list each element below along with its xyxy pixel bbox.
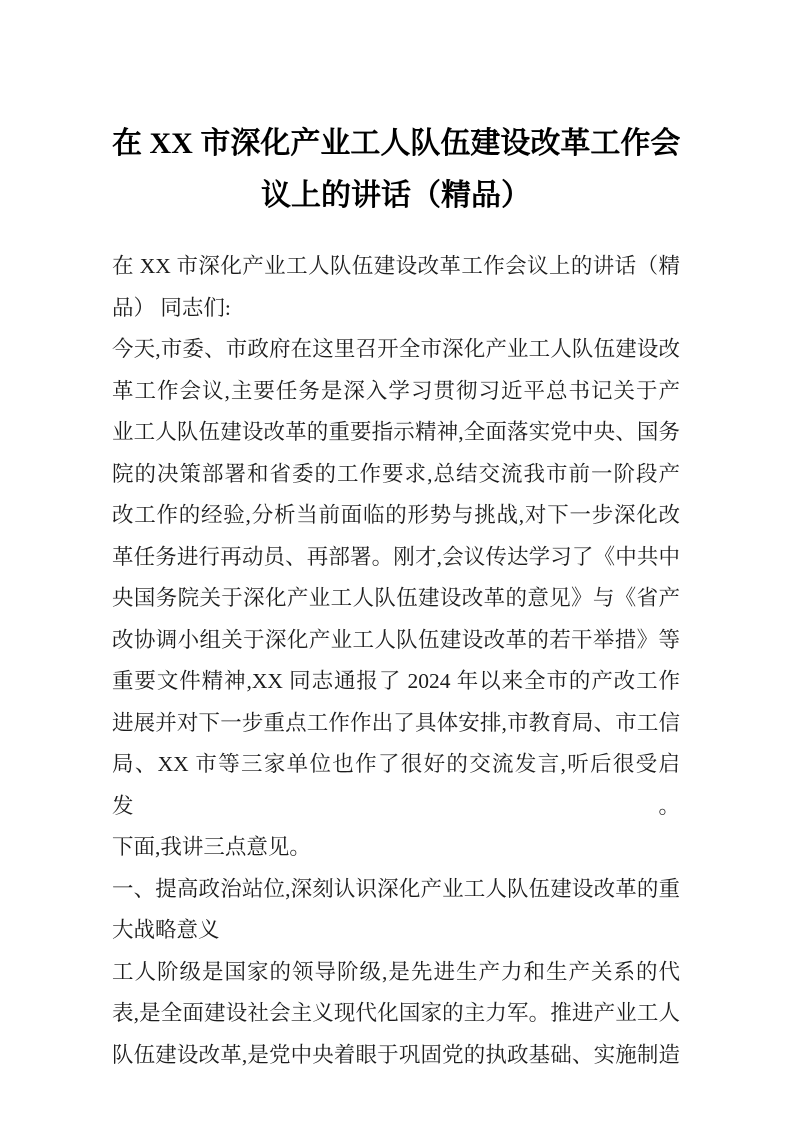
body-line-1: 在 XX 市深化产业工人队伍建设改革工作会议上的讲话（精 bbox=[112, 254, 680, 278]
body-line-11: 重要文件精神,XX 同志通报了 2024 年以来全市的产改工作 bbox=[112, 669, 680, 693]
body-line-4: 革工作会议,主要任务是深入学习贯彻习近平总书记关于产 bbox=[112, 378, 680, 403]
body-line-13: 局、XX 市等三家单位也作了很好的交流发言,听后很受启发。 bbox=[112, 752, 680, 818]
document-title bbox=[112, 118, 680, 222]
body-line-15: 一、提高政治站位,深刻认识深化产业工人队伍建设改革的重 bbox=[112, 876, 680, 901]
body-line-14: 下面,我讲三点意见。 bbox=[112, 835, 311, 859]
body-line-7: 改工作的经验,分析当前面临的形势与挑战,对下一步深化改 bbox=[112, 503, 680, 527]
document-body bbox=[112, 246, 680, 1076]
body-line-3: 今天,市委、市政府在这里召开全市深化产业工人队伍建设改 bbox=[112, 337, 680, 361]
title-line-2: 议上的讲话（精品） bbox=[261, 179, 531, 212]
body-line-5: 业工人队伍建设改革的重要指示精神,全面落实党中央、国务 bbox=[112, 420, 680, 444]
body-line-10: 改协调小组关于深化产业工人队伍建设改革的若干举措》等 bbox=[112, 627, 680, 652]
body-line-18: 表,是全面建设社会主义现代化国家的主力军。推进产业工人 bbox=[112, 1001, 680, 1025]
body-line-9: 央国务院关于深化产业工人队伍建设改革的意见》与《省产 bbox=[112, 586, 680, 610]
body-line-2: 品） 同志们: bbox=[112, 295, 231, 320]
body-line-12: 进展并对下一步重点工作作出了具体安排,市教育局、市工信 bbox=[112, 710, 680, 735]
title-line-1: 在 XX 市深化产业工人队伍建设改革工作会 bbox=[112, 127, 681, 160]
document-content bbox=[112, 118, 680, 1076]
body-line-19: 队伍建设改革,是党中央着眼于巩固党的执政基础、实施制造 bbox=[112, 1042, 680, 1067]
body-line-17: 工人阶级是国家的领导阶级,是先进生产力和生产关系的代 bbox=[112, 959, 680, 984]
body-line-6: 院的决策部署和省委的工作要求,总结交流我市前一阶段产 bbox=[112, 461, 680, 486]
body-line-16: 大战略意义 bbox=[112, 918, 220, 942]
body-line-8: 革任务进行再动员、再部署。刚才,会议传达学习了《中共中 bbox=[112, 544, 680, 569]
